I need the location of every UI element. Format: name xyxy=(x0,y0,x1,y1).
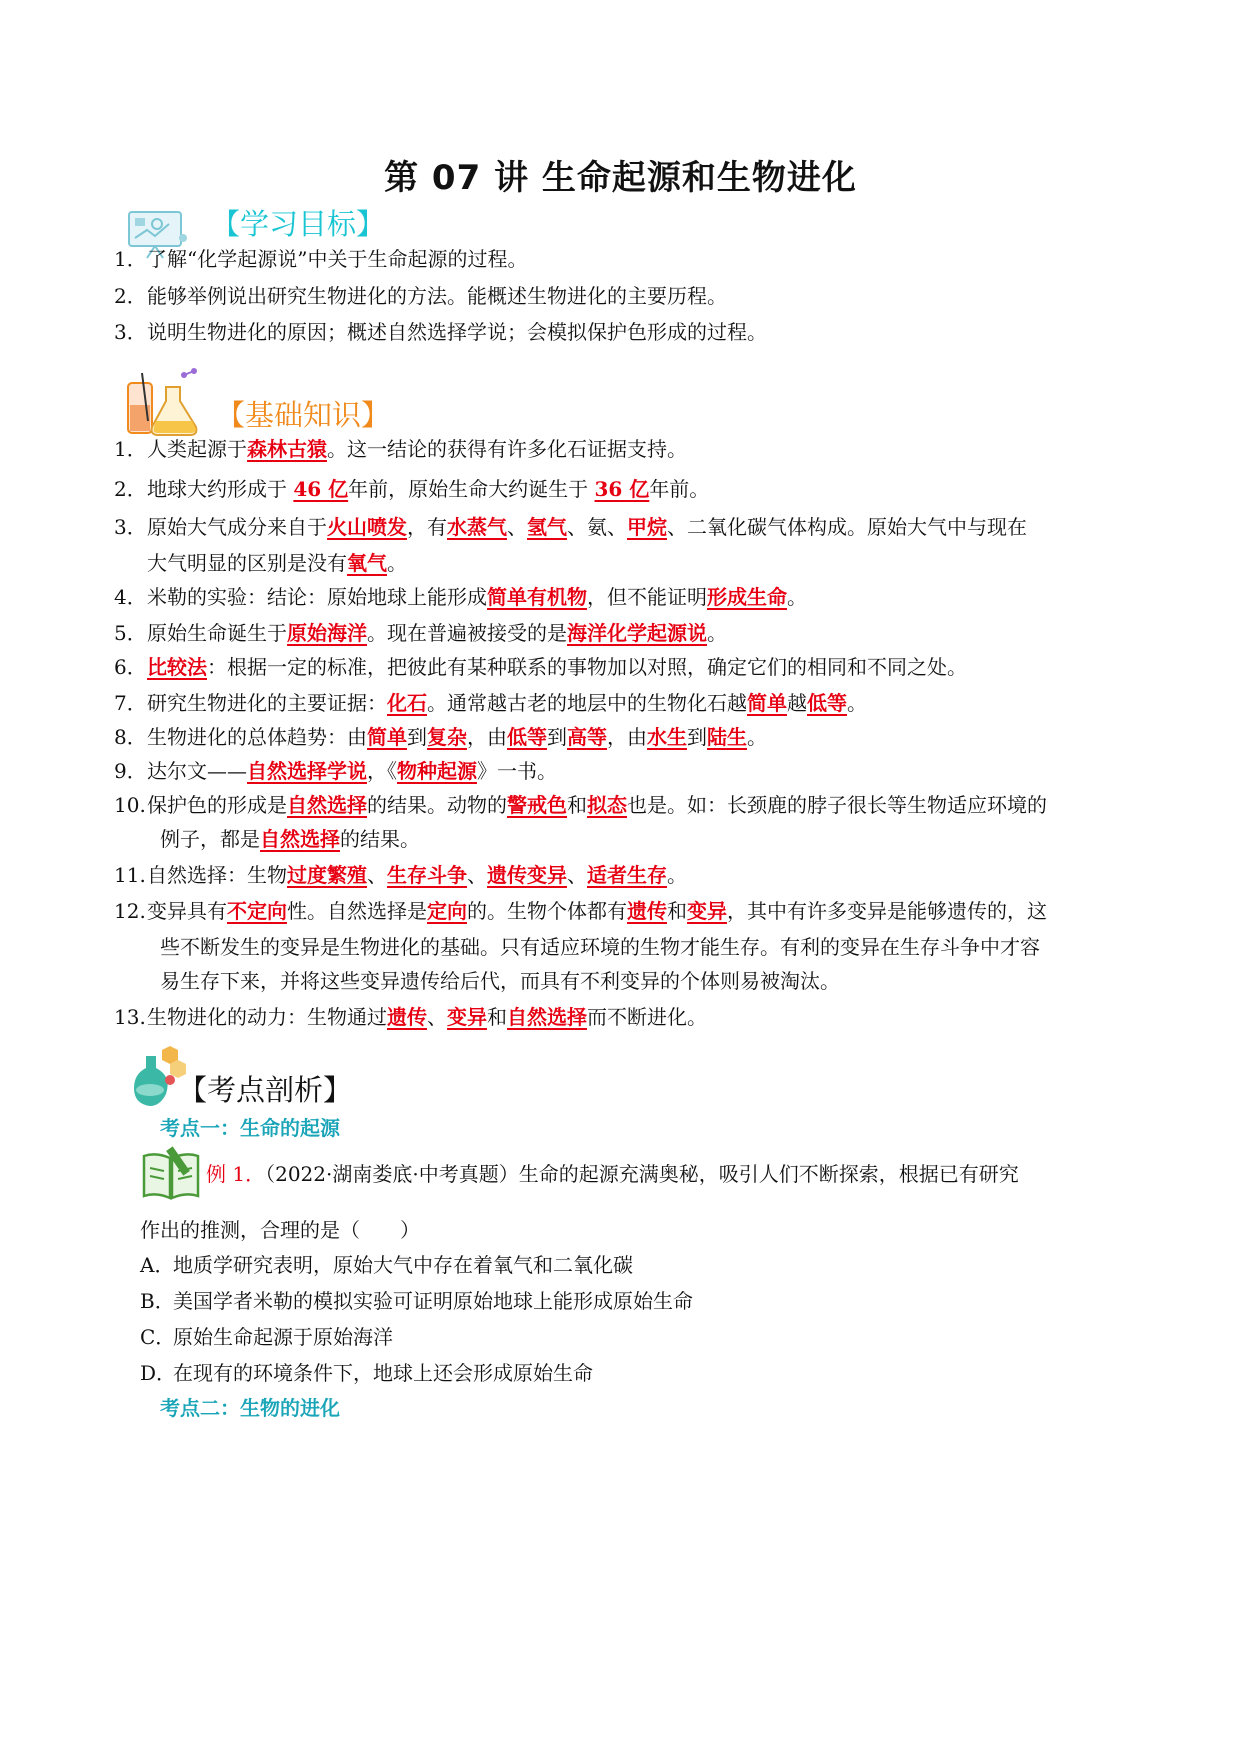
knowledge-item xyxy=(114,648,1134,687)
item-text: 。通常越古老的地层中的生物化石越 xyxy=(427,691,747,715)
item-text: 变异具有 xyxy=(147,899,227,923)
item-number: 7． xyxy=(114,691,147,715)
answer-blank: 拟态 xyxy=(587,793,627,817)
knowledge-item xyxy=(114,470,1134,509)
item-text: ，其中有许多变异是能够遗传的，这 xyxy=(727,899,1047,923)
item-number: 5． xyxy=(114,621,147,645)
answer-blank: 森林古猿 xyxy=(247,437,327,461)
book-pencil-icon xyxy=(140,1146,202,1204)
item-text: 研究生物进化的主要证据： xyxy=(147,691,387,715)
item-text: 。 xyxy=(787,585,807,609)
item-text: 、 xyxy=(427,1005,447,1029)
objective-item-3: 3．说明生物进化的原因；概述自然选择学说；会模拟保护色形成的过程。 xyxy=(114,320,767,344)
knowledge-item xyxy=(114,998,1134,1037)
answer-blank: 简单有机物 xyxy=(487,585,587,609)
knowledge-item xyxy=(114,508,1134,547)
item-text: 、 xyxy=(467,863,487,887)
item-number: 11. xyxy=(114,863,146,887)
answer-blank: 氧气 xyxy=(347,551,387,575)
answer-blank: 原始海洋 xyxy=(287,621,367,645)
answer-blank: 生存斗争 xyxy=(387,863,467,887)
item-text: 到 xyxy=(687,725,707,749)
objective-item-1: 1．了解“化学起源说”中关于生命起源的过程。 xyxy=(114,247,528,271)
item-text: 、 xyxy=(507,515,527,539)
answer-blank: 变异 xyxy=(687,899,727,923)
item-text: 达尔文—— xyxy=(147,759,247,783)
answer-blank: 比较法 xyxy=(147,655,207,679)
item-number: 10. xyxy=(114,793,146,817)
item-text: 越 xyxy=(787,691,807,715)
item-number: 13. xyxy=(114,1005,146,1029)
item-text: 的。生物个体都有 xyxy=(467,899,627,923)
item-text: 地球大约形成于 xyxy=(147,477,294,501)
example-1-stem-cont: 作出的推测，合理的是（ ） xyxy=(140,1218,420,1242)
answer-blank: 物种起源 xyxy=(397,759,477,783)
kaodian-1-title: 考点一：生命的起源 xyxy=(160,1116,340,1140)
item-text: 些不断发生的变异是生物进化的基础。只有适应环境的生物才能生存。有利的变异在生存斗争中才容 xyxy=(160,935,1040,959)
answer-blank: 36 亿 xyxy=(594,477,650,501)
answer-blank: 水蒸气 xyxy=(447,515,507,539)
answer-blank: 甲烷 xyxy=(627,515,667,539)
item-text: ：根据一定的标准，把彼此有某种联系的事物加以对照，确定它们的相同和不同之处。 xyxy=(207,655,967,679)
answer-blank: 自然选择学说 xyxy=(247,759,367,783)
item-text: 的结果。动物的 xyxy=(367,793,507,817)
example-1-stem: 例 1．（2022·湖南娄底·中考真题）生命的起源充满奥秘，吸引人们不断探索，根据已有研究 xyxy=(206,1162,1019,1186)
answer-blank: 自然选择 xyxy=(287,793,367,817)
option-d: D．在现有的环境条件下，地球上还会形成原始生命 xyxy=(140,1361,593,1385)
answer-blank: 化石 xyxy=(387,691,427,715)
item-text: 性。自然选择是 xyxy=(287,899,427,923)
item-number: 1． xyxy=(114,437,147,461)
item-text: 而不断进化。 xyxy=(587,1005,707,1029)
answer-blank: 复杂 xyxy=(427,725,467,749)
item-text: 。 xyxy=(707,621,727,645)
item-text: 原始大气成分来自于 xyxy=(147,515,327,539)
item-text: 例子，都是 xyxy=(160,827,260,851)
item-text: 的结果。 xyxy=(340,827,420,851)
answer-blank: 火山喷发 xyxy=(327,515,407,539)
knowledge-item-continuation xyxy=(160,962,1180,1001)
answer-blank: 低等 xyxy=(507,725,547,749)
item-text: 年前。 xyxy=(649,477,710,501)
answer-blank: 简单 xyxy=(747,691,787,715)
knowledge-header xyxy=(120,365,520,435)
item-text: 、氨、 xyxy=(567,515,627,539)
knowledge-heading: 【基础知识】 xyxy=(216,398,391,432)
item-text: 大气明显的区别是没有 xyxy=(147,551,347,575)
item-text: ，有 xyxy=(407,515,447,539)
answer-blank: 形成生命 xyxy=(707,585,787,609)
item-text: 保护色的形成是 xyxy=(147,793,287,817)
item-text: 。 xyxy=(847,691,867,715)
answer-blank: 不定向 xyxy=(227,899,287,923)
item-text: 》一书。 xyxy=(477,759,557,783)
item-text: 、 xyxy=(567,863,587,887)
item-number: 8． xyxy=(114,725,147,749)
item-number: 12. xyxy=(114,899,146,923)
knowledge-item xyxy=(114,430,1134,469)
kaodian-2-title: 考点二：生物的进化 xyxy=(160,1396,340,1420)
analysis-header xyxy=(120,1046,520,1116)
knowledge-item-continuation xyxy=(160,820,1180,859)
answer-blank: 定向 xyxy=(427,899,467,923)
answer-blank: 简单 xyxy=(367,725,407,749)
item-text: 易生存下来，并将这些变异遗传给后代，而具有不利变异的个体则易被淘汰。 xyxy=(160,969,840,993)
answer-blank: 遗传变异 xyxy=(487,863,567,887)
option-b: B．美国学者米勒的模拟实验可证明原始地球上能形成原始生命 xyxy=(140,1289,693,1313)
item-text: ，由 xyxy=(467,725,507,749)
answer-blank: 遗传 xyxy=(627,899,667,923)
item-number: 9． xyxy=(114,759,147,783)
answer-blank: 自然选择 xyxy=(260,827,340,851)
item-text: 到 xyxy=(547,725,567,749)
answer-blank: 陆生 xyxy=(707,725,747,749)
item-text: 、 xyxy=(367,863,387,887)
page-title: 第 07 讲 生命起源和生物进化 xyxy=(384,158,857,198)
answer-blank: 变异 xyxy=(447,1005,487,1029)
answer-blank: 警戒色 xyxy=(507,793,567,817)
answer-blank: 46 亿 xyxy=(293,477,349,501)
knowledge-item xyxy=(114,578,1134,617)
answer-blank: 水生 xyxy=(647,725,687,749)
item-text: ，但不能证明 xyxy=(587,585,707,609)
chemistry-flask-icon xyxy=(120,1046,186,1116)
item-text: 年前，原始生命大约诞生于 xyxy=(348,477,595,501)
item-text: 和 xyxy=(567,793,587,817)
item-number: 2． xyxy=(114,477,147,501)
answer-blank: 自然选择 xyxy=(507,1005,587,1029)
objective-item-2: 2．能够举例说出研究生物进化的方法。能概述生物进化的主要历程。 xyxy=(114,284,727,308)
item-text: 生物进化的动力：生物通过 xyxy=(147,1005,387,1029)
item-text: 米勒的实验：结论：原始地球上能形成 xyxy=(147,585,487,609)
item-number: 4． xyxy=(114,585,147,609)
item-text: 自然选择：生物 xyxy=(147,863,287,887)
knowledge-item xyxy=(114,856,1134,895)
item-text: 人类起源于 xyxy=(147,437,247,461)
item-text: 。 xyxy=(667,863,687,887)
example-label: 例 1． xyxy=(206,1162,266,1186)
item-text: 。现在普遍被接受的是 xyxy=(367,621,567,645)
objectives-heading: 【学习目标】 xyxy=(211,207,386,241)
item-text: 和 xyxy=(667,899,687,923)
answer-blank: 过度繁殖 xyxy=(287,863,367,887)
answer-blank: 低等 xyxy=(807,691,847,715)
item-text: 也是。如：长颈鹿的脖子很长等生物适应环境的 xyxy=(627,793,1047,817)
item-text: 和 xyxy=(487,1005,507,1029)
answer-blank: 海洋化学起源说 xyxy=(567,621,707,645)
item-text: 。 xyxy=(747,725,767,749)
item-text: 生物进化的总体趋势：由 xyxy=(147,725,367,749)
answer-blank: 氢气 xyxy=(527,515,567,539)
option-c: C．原始生命起源于原始海洋 xyxy=(140,1325,393,1349)
item-number: 6． xyxy=(114,655,147,679)
answer-blank: 高等 xyxy=(567,725,607,749)
item-text: 。 xyxy=(387,551,407,575)
answer-blank: 适者生存 xyxy=(587,863,667,887)
option-a: A．地质学研究表明，原始大气中存在着氧气和二氧化碳 xyxy=(140,1253,633,1277)
analysis-heading: 【考点剖析】 xyxy=(178,1073,353,1107)
item-text: ，由 xyxy=(607,725,647,749)
item-number: 3． xyxy=(114,515,147,539)
answer-blank: 遗传 xyxy=(387,1005,427,1029)
item-text: 。这一结论的获得有许多化石证据支持。 xyxy=(327,437,687,461)
item-text: 原始生命诞生于 xyxy=(147,621,287,645)
knowledge-item xyxy=(114,892,1134,931)
item-text: 到 xyxy=(407,725,427,749)
item-text: 、二氧化碳气体构成。原始大气中与现在 xyxy=(667,515,1027,539)
item-text: ，《 xyxy=(367,759,397,783)
